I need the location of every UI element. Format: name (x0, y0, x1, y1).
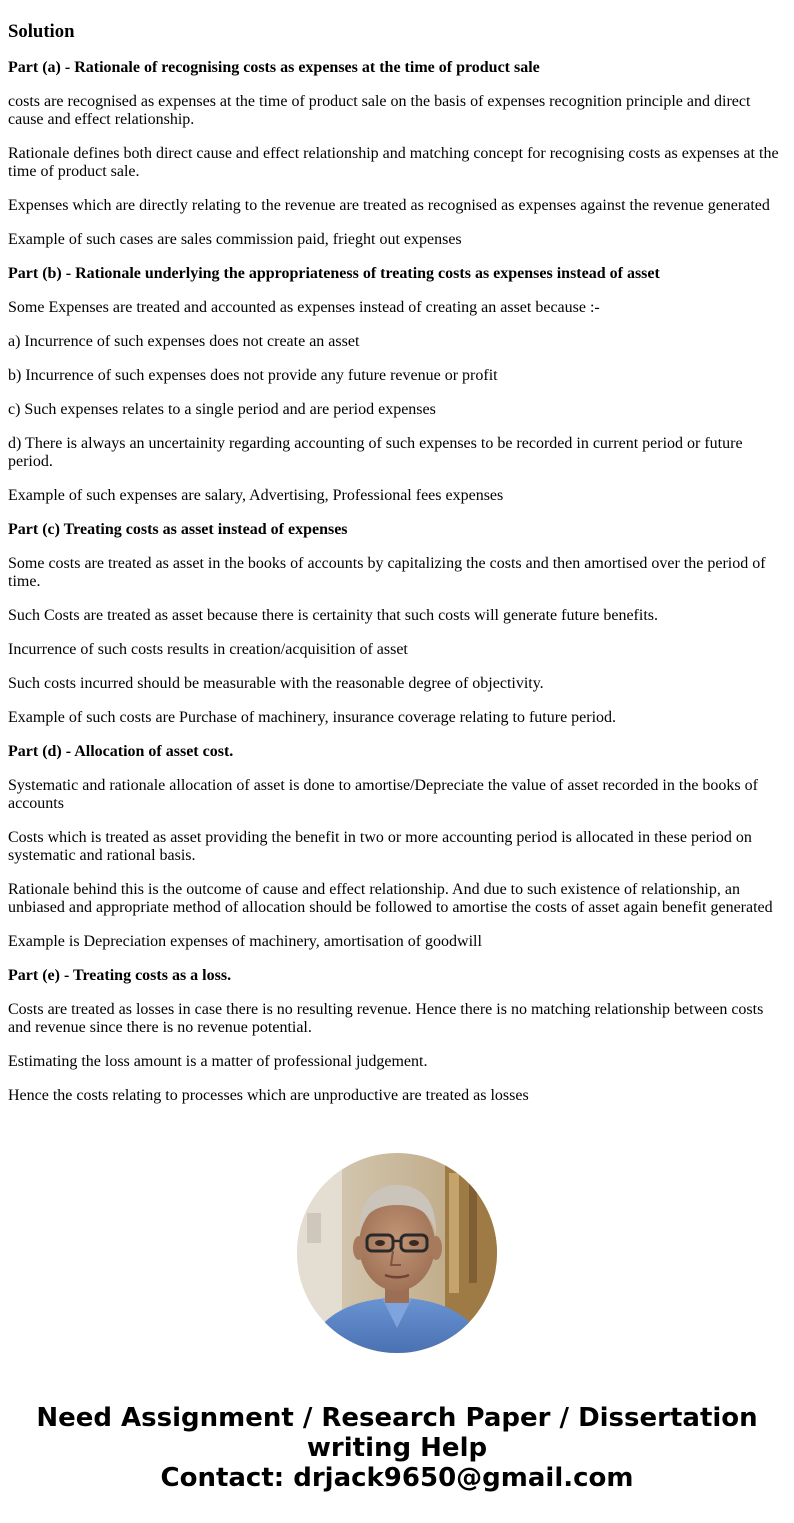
paragraph: c) Such expenses relates to a single period and are period expenses (8, 401, 436, 418)
section-e (8, 967, 786, 1105)
paragraph: Incurrence of such costs results in creation/acquisition of asset (8, 641, 408, 658)
paragraph: Some Expenses are treated and accounted as expenses instead of creating an asset because :- (8, 299, 600, 316)
paragraph: Rationale defines both direct cause and effect relationship and matching concept for recognising costs as expenses at the time of product sale. (8, 145, 779, 180)
paragraph: Example of such costs are Purchase of machinery, insurance coverage relating to future period. (8, 709, 617, 726)
paragraph: Example of such cases are sales commission paid, frieght out expenses (8, 231, 462, 248)
section-b (8, 265, 786, 505)
paragraph: d) There is always an uncertainity regarding accounting of such expenses to be recorded in current period or future period. (8, 435, 743, 470)
section-a (8, 59, 786, 249)
promo-banner (0, 1403, 794, 1493)
section-heading: Part (c) Treating costs as asset instead of expenses (8, 521, 348, 538)
paragraph: Hence the costs relating to processes which are unproductive are treated as losses (8, 1087, 529, 1104)
paragraph: Costs which is treated as asset providing the benefit in two or more accounting period is allocated in these period on systematic and rational basis. (8, 829, 752, 864)
section-c (8, 521, 786, 727)
paragraph: Such Costs are treated as asset because there is certainity that such costs will generate future benefits. (8, 607, 658, 624)
avatar (297, 1153, 497, 1353)
section-heading: Part (b) - Rationale underlying the appropriateness of treating costs as expenses instead of asset (8, 265, 660, 282)
paragraph: Rationale behind this is the outcome of cause and effect relationship. And due to such existence of relationship, an unbiased and appropriate method of allocation should be followed to amortise the costs of asset again benefit generated (8, 881, 773, 916)
section-d (8, 743, 786, 951)
section-heading: Part (d) - Allocation of asset cost. (8, 743, 234, 760)
solution-title: Solution (8, 21, 75, 42)
portrait-photo (297, 1153, 497, 1353)
paragraph: Systematic and rationale allocation of asset is done to amortise/Depreciate the value of asset recorded in the books of accounts (8, 777, 758, 812)
promo-contact: Contact: drjack9650@gmail.com (160, 1463, 634, 1493)
paragraph: Costs are treated as losses in case there is no resulting revenue. Hence there is no matching relationship between costs and revenue since there is no revenue potential. (8, 1001, 764, 1036)
paragraph: Estimating the loss amount is a matter of professional judgement. (8, 1053, 428, 1070)
article (8, 0, 786, 1105)
paragraph: Example is Depreciation expenses of machinery, amortisation of goodwill (8, 933, 482, 950)
promo-line: writing Help (306, 1433, 488, 1463)
paragraph: Expenses which are directly relating to the revenue are treated as recognised as expenses against the revenue generated (8, 197, 770, 214)
paragraph: Example of such expenses are salary, Advertising, Professional fees expenses (8, 487, 504, 504)
section-heading: Part (e) - Treating costs as a loss. (8, 967, 232, 984)
paragraph: Some costs are treated as asset in the books of accounts by capitalizing the costs and then amortised over the period of time. (8, 555, 766, 590)
paragraph: Such costs incurred should be measurable with the reasonable degree of objectivity. (8, 675, 544, 692)
paragraph: b) Incurrence of such expenses does not provide any future revenue or profit (8, 367, 498, 384)
promo-line: Need Assignment / Research Paper / Dissertation (36, 1403, 758, 1433)
paragraph: a) Incurrence of such expenses does not create an asset (8, 333, 360, 350)
section-heading: Part (a) - Rationale of recognising costs as expenses at the time of product sale (8, 59, 540, 76)
paragraph: costs are recognised as expenses at the time of product sale on the basis of expenses recognition principle and direct cause and effect relationship. (8, 93, 751, 128)
